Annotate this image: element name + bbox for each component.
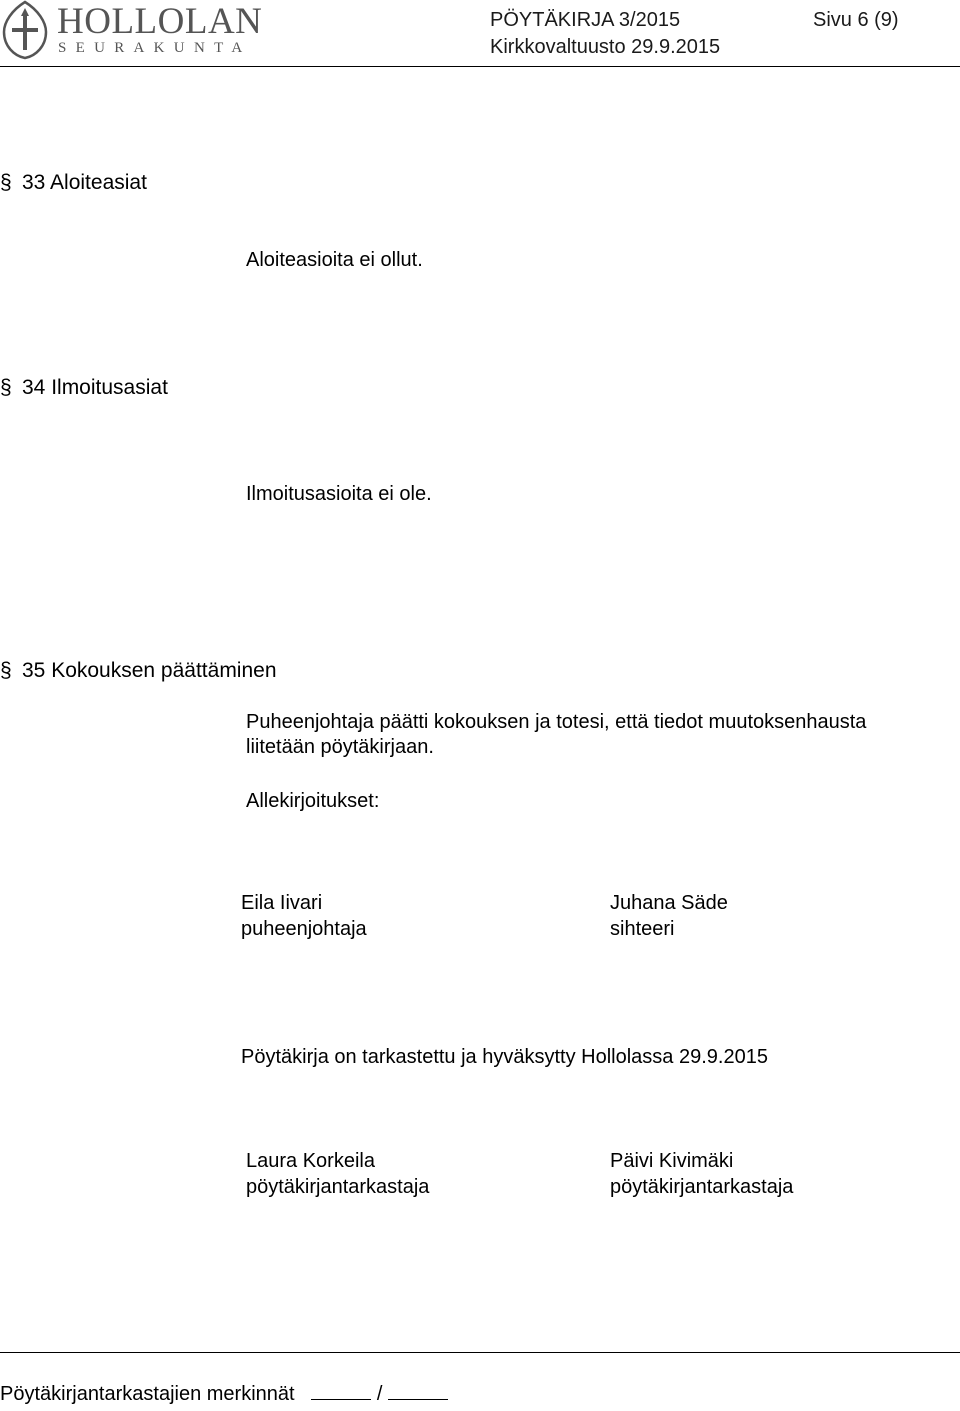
section-body-35-line1: Puheenjohtaja päätti kokouksen ja totesi, että tiedot muutoksenhausta: [246, 711, 867, 733]
section-title: 33 Aloiteasiat: [22, 171, 147, 194]
organization-logo: [0, 0, 290, 62]
signatory-name: Juhana Säde: [610, 892, 728, 914]
parish-emblem-icon: [0, 0, 50, 60]
reviewer-name: Laura Korkeila: [246, 1150, 375, 1172]
reviewer-1: [246, 1148, 429, 1200]
reviewer-2: [610, 1148, 793, 1200]
logo-subtitle: SEURAKUNTA: [58, 40, 252, 56]
reviewer-role: pöytäkirjantarkastaja: [246, 1176, 430, 1198]
approval-statement: Pöytäkirja on tarkastettu ja hyväksytty Hollolassa 29.9.2015: [241, 1046, 768, 1068]
signatory-chair: [241, 890, 367, 942]
signatory-role: sihteeri: [610, 918, 675, 940]
page-number: Sivu 6 (9): [813, 9, 899, 31]
reviewer-role: pöytäkirjantarkastaja: [610, 1176, 794, 1198]
reviewer-initials-line: [0, 1383, 448, 1406]
signatures-label: Allekirjoitukset:: [246, 790, 380, 812]
logo-name: HOLLOLAN: [57, 1, 263, 42]
section-title: 35 Kokouksen päättäminen: [22, 659, 277, 682]
section-heading-35: [0, 659, 277, 683]
initials-blank-1: [311, 1383, 371, 1400]
footer-label: Pöytäkirjantarkastajien merkinnät: [0, 1383, 295, 1405]
meeting-name: Kirkkovaltuusto 29.9.2015: [490, 36, 721, 58]
document-title: PÖYTÄKIRJA 3/2015: [490, 9, 681, 31]
section-symbol: §: [0, 659, 12, 682]
footer-separator: /: [376, 1383, 383, 1405]
footer-divider: [0, 1352, 960, 1353]
signatory-role: puheenjohtaja: [241, 918, 367, 940]
section-symbol: §: [0, 171, 12, 194]
section-title: 34 Ilmoitusasiat: [22, 376, 168, 399]
section-heading-33: [0, 171, 147, 195]
section-body-35-line2: liitetään pöytäkirjaan.: [246, 736, 434, 758]
section-body-33: Aloiteasioita ei ollut.: [246, 249, 423, 271]
section-body-34: Ilmoitusasioita ei ole.: [246, 483, 432, 505]
signatory-name: Eila Iivari: [241, 892, 323, 914]
initials-blank-2: [388, 1383, 448, 1400]
signatory-secretary: [610, 890, 728, 942]
section-symbol: §: [0, 376, 12, 399]
header-divider: [0, 66, 960, 67]
section-heading-34: [0, 376, 168, 400]
reviewer-name: Päivi Kivimäki: [610, 1150, 734, 1172]
